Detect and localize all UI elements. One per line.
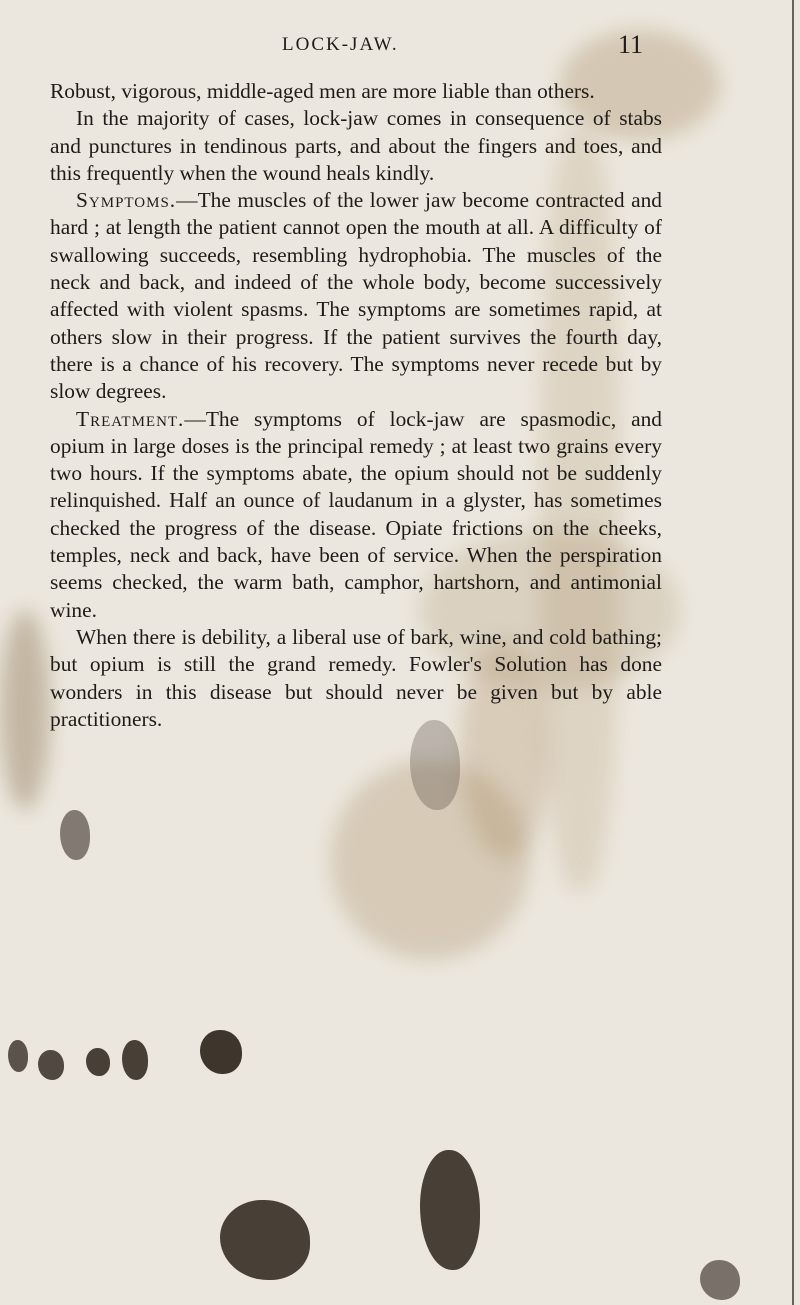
running-title: LOCK-JAW.	[282, 34, 399, 55]
page-number: 11	[618, 30, 644, 59]
ink-blot	[220, 1200, 310, 1280]
ink-blot	[86, 1048, 110, 1076]
paragraph-text: Robust, vigorous, middle-aged men are more liable than others.	[50, 79, 595, 103]
ink-blot	[700, 1260, 740, 1300]
paragraph-treatment	[50, 406, 662, 624]
paragraph-2	[50, 105, 662, 187]
section-heading-symptoms: Symptoms.	[76, 188, 177, 213]
paragraph-text: —The symptoms of lock-jaw are spasmodic, and opium in large doses is the principal remedy ; at least two grains every two hours. If the symptoms abate, the opium should not be suddenly relinquished. Half an ounce of laudanum in a glyster, has sometimes checked the progress of the disease. Opiate frictions on the cheeks, temples, neck and back, have been of service. When the perspiration seems checked, the warm bath, camphor, hartshorn, and antimonial wine.	[50, 406, 662, 622]
page-edge	[792, 0, 794, 1305]
page-stain	[0, 610, 50, 810]
paragraph-text: When there is debility, a liberal use of bark, wine, and cold bathing; but opium is still the grand remedy. Fowler's Solution has done wonders in this disease but should never be given but by able practitioners.	[50, 624, 662, 731]
ink-blot	[420, 1150, 480, 1270]
paragraph-5	[50, 624, 662, 733]
paragraph-1	[50, 78, 662, 105]
ink-blot	[38, 1050, 64, 1080]
body-text	[50, 78, 662, 733]
ink-blot	[8, 1040, 28, 1072]
ink-blot	[60, 810, 90, 860]
ink-blot	[122, 1040, 148, 1080]
section-heading-treatment: Treatment.	[76, 406, 185, 431]
paragraph-text: —The muscles of the lower jaw become contracted and hard ; at length the patient cannot open the mouth at all. A difficulty of swallowing succeeds, resembling hydrophobia. The muscles of the neck and back, and indeed of the whole body, become successively affected with violent spasms. The symptoms are sometimes rapid, at others slow in their progress. If the patient survives the fourth day, there is a chance of his recovery. The symptoms never recede but by slow degrees.	[50, 188, 662, 404]
ink-blot	[200, 1030, 242, 1074]
paragraph-text: In the majority of cases, lock-jaw comes in consequence of stabs and punctures in tendinous parts, and about the fingers and toes, and this frequently when the wound heals kindly.	[50, 106, 662, 185]
paragraph-symptoms	[50, 187, 662, 405]
page-header	[0, 30, 800, 64]
ink-blot	[410, 720, 460, 810]
